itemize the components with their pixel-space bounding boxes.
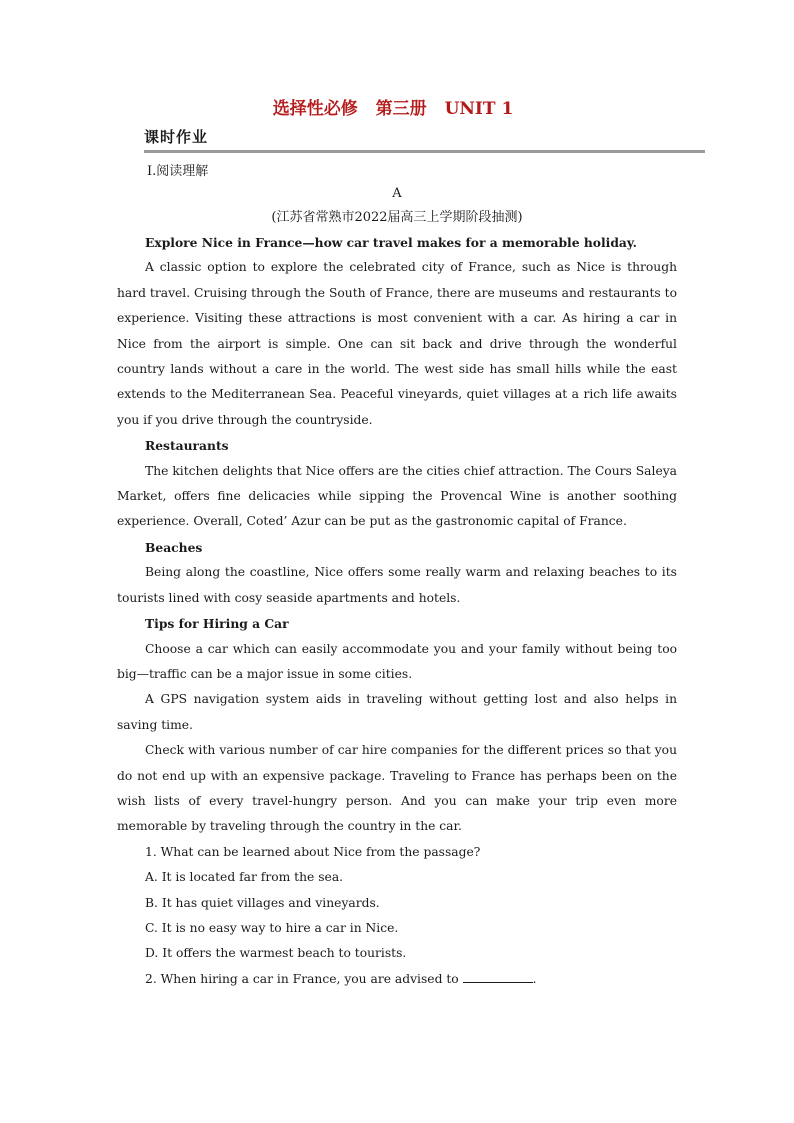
tips-heading: Tips for Hiring a Car [145, 616, 289, 632]
tip-paragraph-1: Choose a car which can easily accommodate you and your family without being too big—traffic can be a major issue in some cities. [117, 641, 677, 681]
question-1-option-c: C. It is no easy way to hire a car in Nice. [145, 920, 399, 935]
header-divider [144, 150, 705, 153]
title-volume: 第三册 [375, 99, 427, 119]
question-2-text: 2. When hiring a car in France, you are advised to [145, 971, 459, 986]
title-unit: UNIT 1 [444, 99, 514, 119]
passage-source: (江苏省常熟市2022届高三上学期阶段抽测) [271, 210, 523, 225]
restaurants-heading: Restaurants [145, 438, 229, 454]
question-1-option-a: A. It is located far from the sea. [145, 870, 344, 885]
question-2 [117, 967, 677, 992]
passage-intro: A classic option to explore the celebrated city of France, such as Nice is through hard travel. Cruising through the South of France, there are museums and restaurants to experience. Visiting these attractions is most convenient with a car. As hiring a car in Nice from the airport is simple. One can sit back and drive through the wonderful country lands without a care in the world. The west side has small hills while the east extends to the Mediterranean Sea. Peaceful vineyards, quiet villages at a rich life awaits you if you drive through the countryside. [117, 260, 677, 427]
passage-headline: Explore Nice in France—how car travel makes for a memorable holiday. [145, 235, 637, 250]
question-1-option-b: B. It has quiet villages and vineyards. [145, 895, 380, 910]
title-course: 选择性必修 [272, 99, 358, 119]
document-page [117, 96, 677, 992]
restaurants-paragraph: The kitchen delights that Nice offers are the cities chief attraction. The Cours Saleya Market, offers fine delicacies while sipping the Provencal Wine is another soothing experience. Overall, Coted’ Azur can be put as the gastronomic capital of France. [117, 463, 677, 529]
question-2-end: . [532, 971, 537, 986]
page-title [109, 96, 677, 122]
passage-letter: A [392, 186, 402, 201]
question-1-option-d: D. It offers the warmest beach to tourists. [145, 946, 407, 961]
beaches-heading: Beaches [145, 539, 203, 555]
answer-blank [463, 970, 533, 983]
beaches-paragraph: Being along the coastline, Nice offers some really warm and relaxing beaches to its tourists lined with cosy seaside apartments and hotels. [117, 565, 677, 605]
tip-paragraph-3: Check with various number of car hire companies for the different prices so that you do not end up with an expensive package. Traveling to France has perhaps been on the wish lists of every travel-hungry person. And you can make your trip even more memorable by traveling through the country in the car. [117, 743, 677, 834]
homework-label: 课时作业 [144, 128, 209, 146]
section-label: Ⅰ.阅读理解 [147, 164, 209, 179]
question-1: 1. What can be learned about Nice from the passage? [145, 844, 481, 859]
tip-paragraph-2: A GPS navigation system aids in traveling without getting lost and also helps in saving time. [117, 692, 677, 732]
